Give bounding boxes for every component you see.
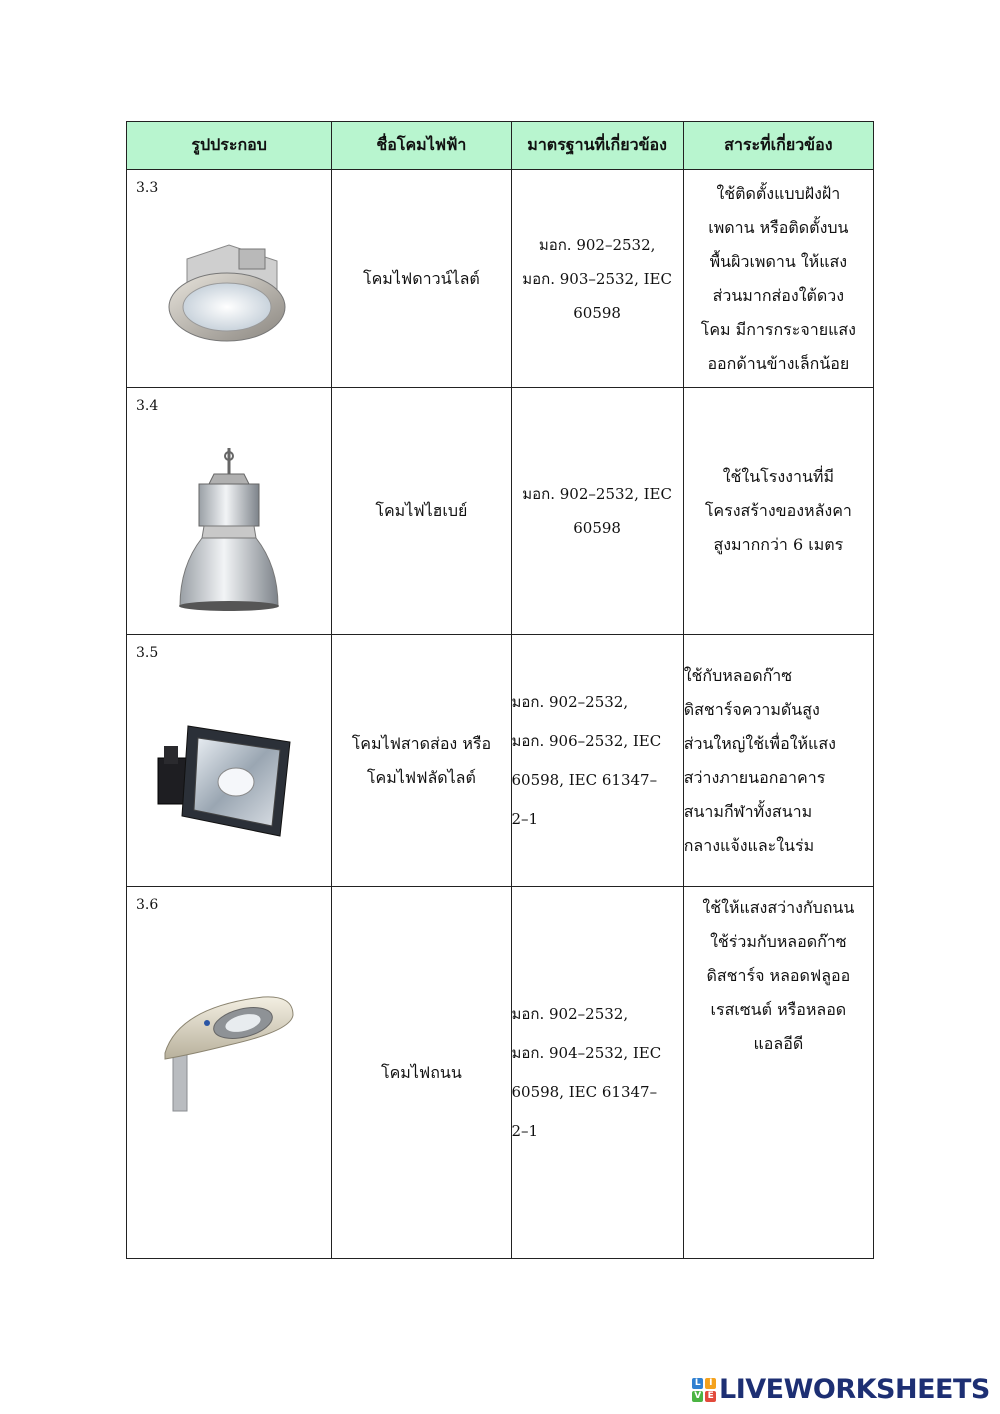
standards-cell (511, 635, 683, 887)
description-line: สนามกีฬาทั้งสนาม (683, 801, 813, 821)
header-description: สาระที่เกี่ยวข้อง (683, 122, 873, 170)
description-line: ใช้ในโรงงานที่มี (722, 467, 834, 486)
picture-cell (127, 635, 332, 887)
description-line: เพดาน หรือติดตั้งบน (708, 217, 849, 237)
standards-line: 60598 (573, 519, 621, 537)
description-line: สว่างภายนอกอาคาร (683, 767, 826, 787)
header-lamp-name: ชื่อโคมไฟฟ้า (332, 122, 511, 170)
description-line: ออกด้านข้างเล็กน้อย (707, 353, 850, 373)
standards-cell (511, 887, 683, 1259)
standards-line: 2–1 (511, 809, 539, 828)
header-standards: มาตรฐานที่เกี่ยวข้อง (511, 122, 683, 170)
table-row (127, 388, 874, 635)
lamp-name-line: โคมไฟสาดส่อง หรือ (351, 733, 492, 753)
logo-letter: L (692, 1378, 703, 1389)
lamp-name-line: โคมไฟดาวน์ไลต์ (363, 268, 480, 288)
picture-cell (127, 887, 332, 1259)
standards-line: มอก. 906–2532, IEC (511, 731, 662, 750)
description-line: สูงมากกว่า 6 เมตร (713, 535, 844, 554)
table-row (127, 887, 874, 1259)
description-line: ดิสชาร์จความดันสูง (683, 699, 820, 719)
standards-cell (511, 170, 683, 388)
description-line: พื้นผิวเพดาน ให้แสง (709, 251, 848, 271)
description-line: เรสเซนต์ หรือหลอด (710, 1000, 847, 1019)
standards-line: มอก. 903–2532, IEC (522, 269, 672, 288)
lamp-name-cell (332, 388, 511, 635)
liveworksheets-logo-icon (692, 1378, 716, 1402)
logo-letter: V (692, 1391, 703, 1402)
lamp-table (126, 121, 874, 1259)
lamp-name-cell (332, 635, 511, 887)
description-line: ส่วนมากส่องใต้ดวง (712, 285, 845, 305)
description-line: กลางแจ้งและในร่ม (683, 835, 815, 855)
description-cell (683, 388, 873, 635)
description-line: โครงสร้างของหลังคา (704, 501, 852, 520)
logo-letter: I (705, 1378, 716, 1389)
header-picture: รูปประกอบ (127, 122, 332, 170)
description-line: ดิสชาร์จ หลอดฟลูออ (706, 966, 851, 985)
lamp-name-line: โคมไฟถนน (380, 1062, 462, 1082)
standards-line: 60598 (573, 303, 621, 322)
description-cell (683, 170, 873, 388)
picture-cell (127, 388, 332, 635)
standards-line: มอก. 904–2532, IEC (511, 1043, 662, 1062)
street-lamp-image (127, 927, 331, 1258)
table-header-row (127, 122, 874, 170)
standards-line: 2–1 (511, 1121, 539, 1140)
standards-line: 60598, IEC 61347– (511, 1082, 658, 1101)
standards-line: มอก. 902–2532, IEC (522, 485, 672, 503)
logo-letter: E (705, 1391, 716, 1402)
description-line: ใช้ให้แสงสว่างกับถนน (702, 898, 855, 917)
description-cell (683, 887, 873, 1259)
description-line: ใช้ร่วมกับหลอดก๊าซ (710, 932, 847, 951)
description-line: ส่วนใหญ่ใช้เพื่อให้แสง (683, 733, 836, 753)
description-line: โคม มีการกระจายแสง (700, 319, 856, 339)
highbay-lamp-image (127, 428, 331, 634)
standards-line: มอก. 902–2532, (511, 1004, 629, 1023)
lamp-name-cell (332, 170, 511, 388)
downlight-lamp-image (127, 200, 331, 387)
floodlight-lamp-image (127, 675, 331, 886)
lamp-name-line: โคมไฟฟลัดไลต์ (366, 767, 476, 787)
row-number: 3.6 (136, 897, 159, 913)
row-number: 3.4 (136, 398, 159, 414)
description-line: แอลอีดี (753, 1034, 804, 1053)
table-row (127, 635, 874, 887)
lamp-name-line: โคมไฟไฮเบย์ (375, 501, 468, 520)
watermark-text: LIVEWORKSHEETS (719, 1374, 990, 1405)
standards-line: มอก. 902–2532, (538, 235, 656, 254)
picture-cell (127, 170, 332, 388)
description-line: ใช้กับหลอดก๊าซ (683, 665, 793, 685)
description-cell (683, 635, 873, 887)
table-row (127, 170, 874, 388)
liveworksheets-watermark (692, 1374, 990, 1405)
lamp-name-cell (332, 887, 511, 1259)
row-number: 3.3 (136, 180, 159, 196)
standards-line: มอก. 902–2532, (511, 692, 629, 711)
description-line: ใช้ติดตั้งแบบฝังฝ้า (716, 183, 841, 203)
row-number: 3.5 (136, 645, 159, 661)
standards-cell (511, 388, 683, 635)
standards-line: 60598, IEC 61347– (511, 770, 658, 789)
